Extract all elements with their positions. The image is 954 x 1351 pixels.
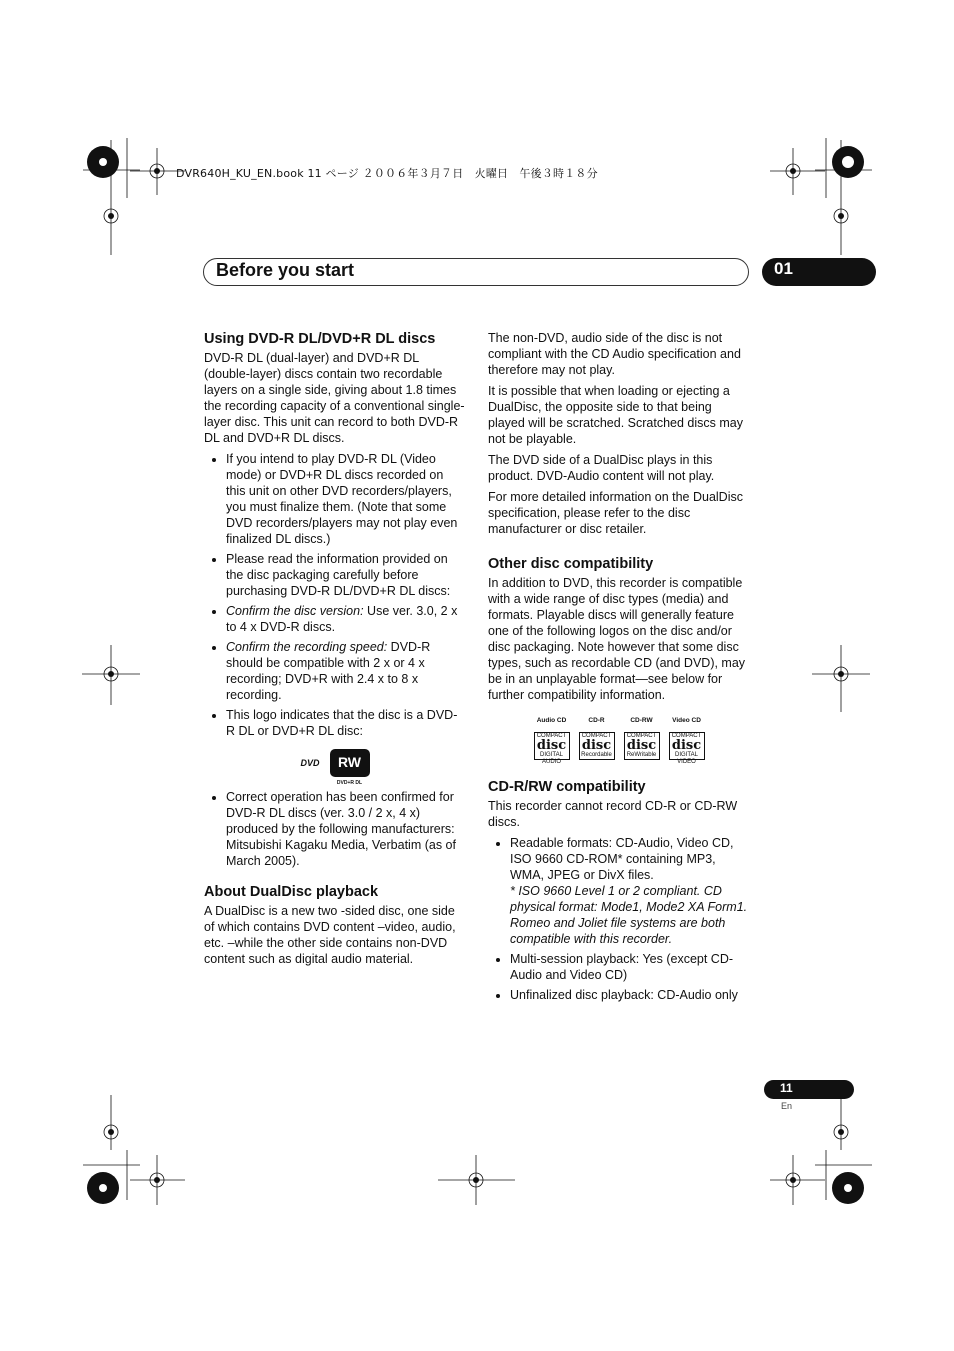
dl-disc-logos [204, 749, 466, 786]
right-column [488, 330, 750, 1007]
compact-disc-logo [574, 713, 619, 760]
rw-logo-text: RW [337, 754, 362, 770]
list-item [226, 639, 466, 703]
page-number-tab [764, 1080, 854, 1099]
bullet-list [488, 835, 750, 1003]
paragraph: In addition to DVD, this recorder is compatible with a wide range of disc types (media) and formats. Playable discs will generally feature one of the following logos on the disc and/or disc packaging. Note however that some disc types, such as recordable CD (and DVD), may be in an unplayable format—see below for further compatibility information. [488, 576, 746, 702]
rw-logo-subtext: DVD+R DL [336, 780, 363, 786]
logo-top: COMPACT [581, 733, 612, 739]
page-number: 11 [780, 1081, 793, 1095]
logo-caption: Audio CD [536, 717, 567, 724]
list-item [510, 835, 750, 947]
section-heading: CD-R/RW compatibility [488, 779, 646, 795]
book-info-line: DVR640H_KU_EN.book 11 ページ ２００６年３月７日 火曜日 午後３時１８分 [176, 167, 598, 180]
disc-logo-box [624, 732, 660, 760]
section-heading: About DualDisc playback [204, 884, 379, 900]
chapter-title: Before you start [216, 260, 355, 280]
logo-word: disc [626, 738, 657, 753]
logo-top: COMPACT [536, 733, 567, 739]
paragraph: For more detailed information on the DualDisc specification, please refer to the disc manufacturer or disc retailer. [488, 490, 743, 536]
list-item: • Please read the information provided on the disc packaging carefully before purchasing DVD-R DL/DVD+R DL discs: [226, 551, 466, 599]
list-text: Readable formats: CD-Audio, Video CD, ISO 9660 CD-ROM* containing MP3, WMA, JPEG or DivX files. [510, 836, 734, 882]
paragraph: This recorder cannot record CD-R or CD-RW discs. [488, 799, 738, 829]
dvd-logo: DVD [300, 758, 320, 768]
logo-top: COMPACT [671, 733, 702, 739]
italic-label: Confirm the disc version: [226, 604, 364, 618]
italic-label: Confirm the recording speed: [226, 640, 388, 654]
logo-caption: Video CD [672, 717, 701, 724]
logo-bottom: Recordable [581, 752, 612, 758]
rw-logo [330, 749, 370, 786]
logo-top: COMPACT [626, 733, 657, 739]
disc-logo-box [579, 732, 615, 760]
list-item: • This logo indicates that the disc is a DVD-R DL or DVD+R DL disc: [226, 707, 466, 739]
logo-word: disc [536, 738, 567, 753]
paragraph: It is possible that when loading or ejecting a DualDisc, the opposite side to that being played will be scratched. Scratched discs may not be playable. [488, 384, 743, 446]
logo-caption: CD-R [588, 717, 605, 724]
paragraph: DVD-R DL (dual-layer) and DVD+R DL (double-layer) discs contain two recordable layers on a single side, giving about 1.8 times the recording capacity of a conventional single-layer disc. This unit can record to both DVD-R DL and DVD+R DL discs. [204, 351, 465, 445]
paragraph: The non-DVD, audio side of the disc is not compliant with the CD Audio specification and therefore may not play. [488, 331, 741, 377]
list-text: Use ver. 3.0, 2 x to 4 x DVD-R discs. [226, 604, 458, 634]
bullet-list [204, 789, 466, 869]
chapter-number: 01 [774, 259, 793, 278]
logo-bottom: DIGITAL VIDEO [675, 752, 698, 765]
disc-logo-box [534, 732, 570, 765]
list-item: • Correct operation has been confirmed for DVD-R DL discs (ver. 3.0 / 2 x, 4 x) produced by the following manufacturers: Mitsubishi Kagaku Media, Verbatim (as of March 2005). [226, 789, 466, 869]
logo-bottom: DIGITAL AUDIO [540, 752, 563, 765]
list-item [226, 603, 466, 635]
paragraph: A DualDisc is a new two -sided disc, one side of which contains DVD content –video, audio, etc. –while the other side contains non-DVD content such as digital audio material. [204, 904, 456, 966]
paragraph: The DVD side of a DualDisc plays in this product. DVD-Audio content will not play. [488, 453, 715, 483]
section-heading: Using DVD-R DL/DVD+R DL discs [204, 331, 436, 347]
disc-logo-box [669, 732, 705, 765]
logo-bottom: ReWritable [626, 752, 657, 758]
list-item: • Multi-session playback: Yes (except CD-Audio and Video CD) [510, 951, 750, 983]
left-column [204, 330, 466, 972]
footnote: * ISO 9660 Level 1 or 2 compliant. CD physical format: Mode1, Mode2 XA Form1. Romeo and Joliet file systems are both compatible with this recorder. [510, 884, 748, 946]
section-heading: Other disc compatibility [488, 556, 654, 572]
compact-disc-logo [664, 713, 709, 765]
list-text: DVD-R should be compatible with 2 x or 4 x recording; DVD+R with 2.4 x to 8 x recording. [226, 640, 431, 702]
compact-disc-logo [619, 713, 664, 760]
logo-caption: CD-RW [630, 717, 653, 724]
list-item: • If you intend to play DVD-R DL (Video mode) or DVD+R DL discs recorded on this unit on other DVD recorders/players, you must finalize them. (Note that some DVD recorders/players may not play even finalized DL discs.) [226, 451, 466, 547]
logo-word: disc [671, 738, 702, 753]
page-language: En [781, 1101, 793, 1111]
logo-word: disc [581, 738, 612, 753]
compact-disc-logos [488, 713, 750, 765]
list-item: • Unfinalized disc playback: CD-Audio only [510, 987, 750, 1003]
compact-disc-logo [529, 713, 574, 765]
bullet-list [204, 451, 466, 739]
